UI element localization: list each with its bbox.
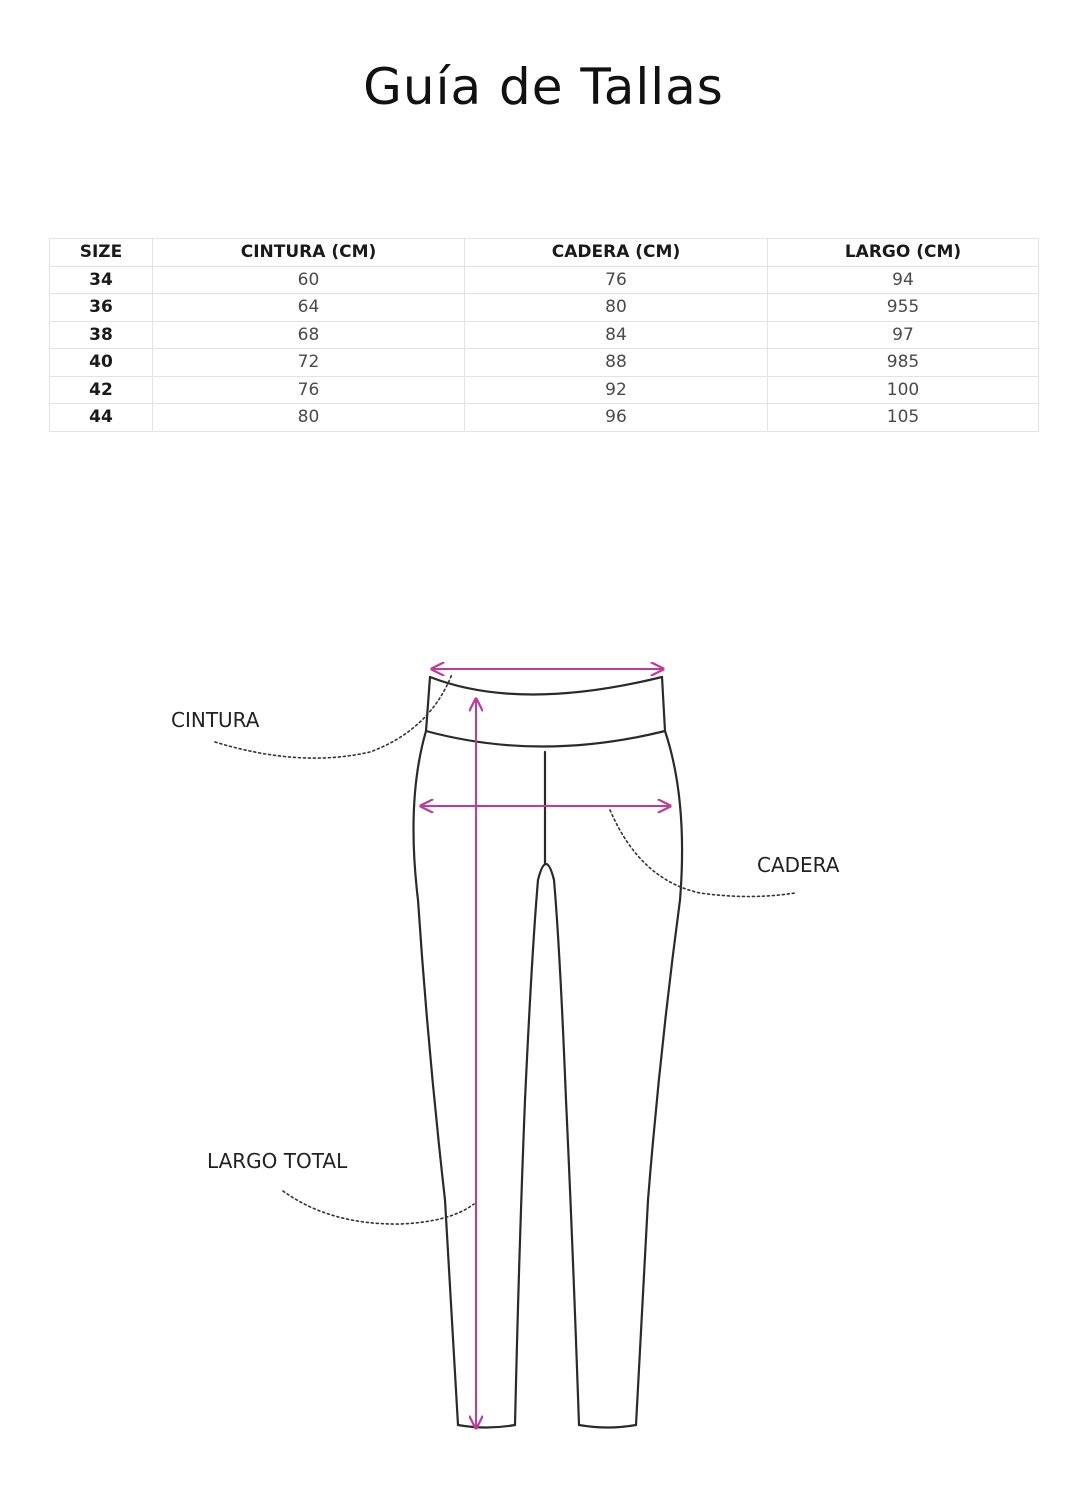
right-hem bbox=[579, 1425, 636, 1428]
size-cell: 42 bbox=[50, 376, 153, 404]
header-cintura: CINTURA (CM) bbox=[153, 239, 465, 267]
cintura-cell: 76 bbox=[153, 376, 465, 404]
cadera-cell: 88 bbox=[465, 349, 768, 377]
callout-leaders bbox=[215, 674, 795, 1224]
cintura-cell: 64 bbox=[153, 294, 465, 322]
cadera-cell: 84 bbox=[465, 321, 768, 349]
leggings-outline bbox=[414, 677, 683, 1428]
cadera-cell: 76 bbox=[465, 266, 768, 294]
outer-right-leg bbox=[636, 677, 682, 1425]
cintura-cell: 80 bbox=[153, 404, 465, 432]
left-hem bbox=[458, 1425, 515, 1428]
size-cell: 38 bbox=[50, 321, 153, 349]
size-cell: 40 bbox=[50, 349, 153, 377]
cintura-cell: 68 bbox=[153, 321, 465, 349]
cintura-label: CINTURA bbox=[171, 708, 260, 732]
header-largo: LARGO (CM) bbox=[768, 239, 1039, 267]
cadera-cell: 80 bbox=[465, 294, 768, 322]
largo-cell: 100 bbox=[768, 376, 1039, 404]
largo-cell: 985 bbox=[768, 349, 1039, 377]
cadera-cell: 92 bbox=[465, 376, 768, 404]
cintura-cell: 72 bbox=[153, 349, 465, 377]
size-cell: 36 bbox=[50, 294, 153, 322]
waistband-top bbox=[430, 677, 662, 695]
largo-cell: 94 bbox=[768, 266, 1039, 294]
cadera-cell: 96 bbox=[465, 404, 768, 432]
inner-legs bbox=[515, 864, 579, 1425]
header-cadera: CADERA (CM) bbox=[465, 239, 768, 267]
size-cell: 44 bbox=[50, 404, 153, 432]
largo-cell: 105 bbox=[768, 404, 1039, 432]
largo-total-label: LARGO TOTAL bbox=[207, 1149, 348, 1173]
header-size: SIZE bbox=[50, 239, 153, 267]
largo-cell: 955 bbox=[768, 294, 1039, 322]
size-cell: 34 bbox=[50, 266, 153, 294]
cadera-label: CADERA bbox=[757, 853, 840, 877]
page-title: Guía de Tallas bbox=[363, 58, 724, 116]
largo-cell: 97 bbox=[768, 321, 1039, 349]
waistband-bottom bbox=[426, 731, 665, 747]
cintura-cell: 60 bbox=[153, 266, 465, 294]
outer-left-leg bbox=[414, 677, 459, 1425]
